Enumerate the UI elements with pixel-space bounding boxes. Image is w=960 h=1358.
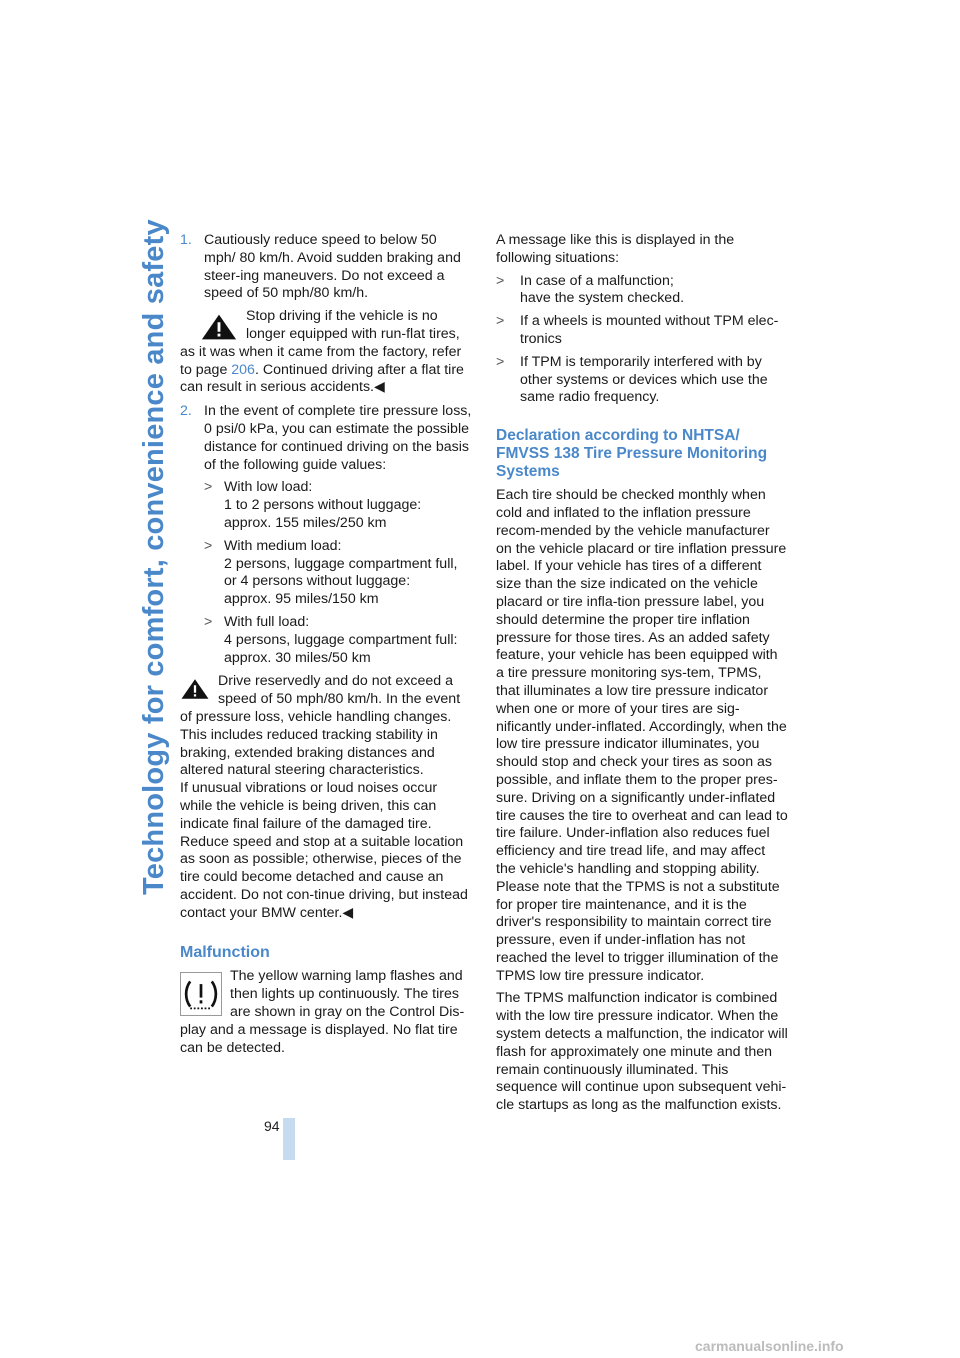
warning-note-runflat (180, 308, 472, 397)
malfunction-heading: Malfunction (180, 944, 270, 962)
step-2 (180, 403, 472, 474)
side-title-text: Technology for comfort, convenience and safety (138, 219, 170, 895)
list-item-line: If TPM is temporarily interfered with by other systems or devices which use the same radio frequency. (520, 353, 768, 406)
watermark: carmanualsonline.info (695, 1338, 844, 1354)
warning-text: Drive reservedly and do not exceed a speed of 50 mph/80 km/h. In the event of pressure loss, vehicle handling changes. This includes reduced tracking stability in braking, extended braking distances and altered natural steering characteristics. (180, 673, 461, 779)
list-item (204, 479, 472, 532)
malfunction-text: The yellow warning lamp flashes and then lights up continuously. The tires are shown in gray on the Control Dis-play and a message is displayed. No flat tire can be detected. (180, 968, 465, 1056)
list-item-line: have the system checked. (520, 290, 685, 307)
declaration-paragraph: Each tire should be checked monthly when cold and inflated to the inflation pressure recom-mended by the vehicle manufacturer on the vehicle placard or tire inflation pressure label. If your vehicle has tires of a different size than the size indicated on the vehicle placard or tire infla-tion pressure label, you should determine the proper tire inflation pressure for those tires. As an added safety feature, your vehicle has been equipped with a tire pressure monitoring sys-tem, TPMS, that illuminates a low tire pressure indicator when one or more of your tires are sig-nificantly under-inflated. Accordingly, when the low tire pressure indicator illuminates, you should stop and check your tires as soon as possible, and inflate them to the proper pres-sure. Driving on a significantly under-inflated tire causes the tire to overheat and can lead to tire failure. Under-inflation also reduces fuel efficiency and tire tread life, and may affect the vehicle's handling and stopping ability. Please note that the TPMS is not a substitute for proper tire maintenance, and it is the driver's responsibility to maintain correct tire pressure, even if under-inflation has not reached the level to trigger illumination of the TPMS low tire pressure indicator. (496, 487, 788, 984)
intro-paragraph: A message like this is displayed in the following situations: (496, 232, 735, 266)
step-text: Cautiously reduce speed to below 50 mph/ 80 km/h. Avoid sudden braking and steer-ing maneuvers. Do not exceed a speed of 50 mph/80 km/h. (204, 232, 461, 302)
bullet-glyph: > (204, 479, 213, 496)
right-column (496, 232, 788, 1120)
left-column (180, 232, 472, 1057)
warning-triangle-icon (180, 677, 210, 701)
warning-note-drive-reservedly (180, 673, 472, 922)
declaration-heading: Declaration according to NHTSA/ FMVSS 138 Tire Pressure Monitoring Systems (496, 427, 768, 481)
list-item-line: If a wheels is mounted without TPM elec-tronics (520, 313, 779, 347)
page-number-bar (283, 1118, 295, 1160)
list-item (496, 354, 788, 407)
list-item-head: With full load: (224, 613, 310, 630)
malfunction-block (180, 968, 472, 1057)
step-text: In the event of complete tire pressure loss, 0 psi/0 kPa, you can estimate the possible distance for continued driving on the basis of the following guide values: (204, 403, 472, 473)
page-link[interactable]: 206 (231, 361, 255, 378)
list-item-head: With medium load: (224, 537, 342, 554)
bullet-glyph: > (496, 272, 505, 289)
bullet-glyph: > (204, 613, 213, 630)
warning-text-end: . Continued driving after a flat tire can result in serious accidents.◀ (180, 361, 464, 396)
list-item-line: 1 to 2 persons without luggage: (224, 497, 422, 514)
list-item-line: In case of a malfunction; (520, 272, 674, 289)
tire-exclamation-icon (183, 976, 219, 1012)
step-1 (180, 232, 472, 303)
tpms-warning-lamp-icon (180, 972, 222, 1016)
page-number: 94 (264, 1118, 280, 1134)
step-number: 2. (180, 403, 192, 420)
list-item-line: approx. 95 miles/150 km (224, 591, 379, 608)
list-item (496, 313, 788, 349)
bullet-glyph: > (496, 353, 505, 370)
list-item-head: With low load: (224, 479, 313, 496)
list-item (204, 614, 472, 667)
list-item (204, 538, 472, 609)
bullet-glyph: > (496, 313, 505, 330)
warning-text: Stop driving if the vehicle is no longer equipped with run-flat tires, as it was when it came from the factory, refer to page (180, 308, 462, 378)
list-item-line: approx. 30 miles/50 km (224, 649, 371, 666)
bullet-glyph: > (204, 537, 213, 554)
side-section-title (100, 219, 170, 922)
step-number: 1. (180, 232, 192, 248)
list-item-line: 2 persons, luggage compartment full, or 4 persons without luggage: (224, 555, 458, 590)
list-item-line: approx. 155 miles/250 km (224, 514, 387, 531)
list-item-line: 4 persons, luggage compartment full: (224, 631, 458, 648)
declaration-paragraph: The TPMS malfunction indicator is combined with the low tire pressure indicator. When the system detects a malfunction, the indicator will flash for approximately one minute and then remain continuously illuminated. This sequence will continue upon subsequent vehi-cle startups as long as the malfunction exists. (496, 990, 788, 1114)
warning-text-2: If unusual vibrations or loud noises occur while the vehicle is being driven, this can indicate final failure of the damaged tire. Reduce speed and stop at a suitable location as soon as possible; otherwise, pieces of the tire could become detached and cause an accident. Do not con-tinue driving, but instead contact your BMW center.◀ (180, 780, 468, 921)
warning-triangle-icon (200, 312, 238, 342)
list-item (496, 273, 788, 309)
